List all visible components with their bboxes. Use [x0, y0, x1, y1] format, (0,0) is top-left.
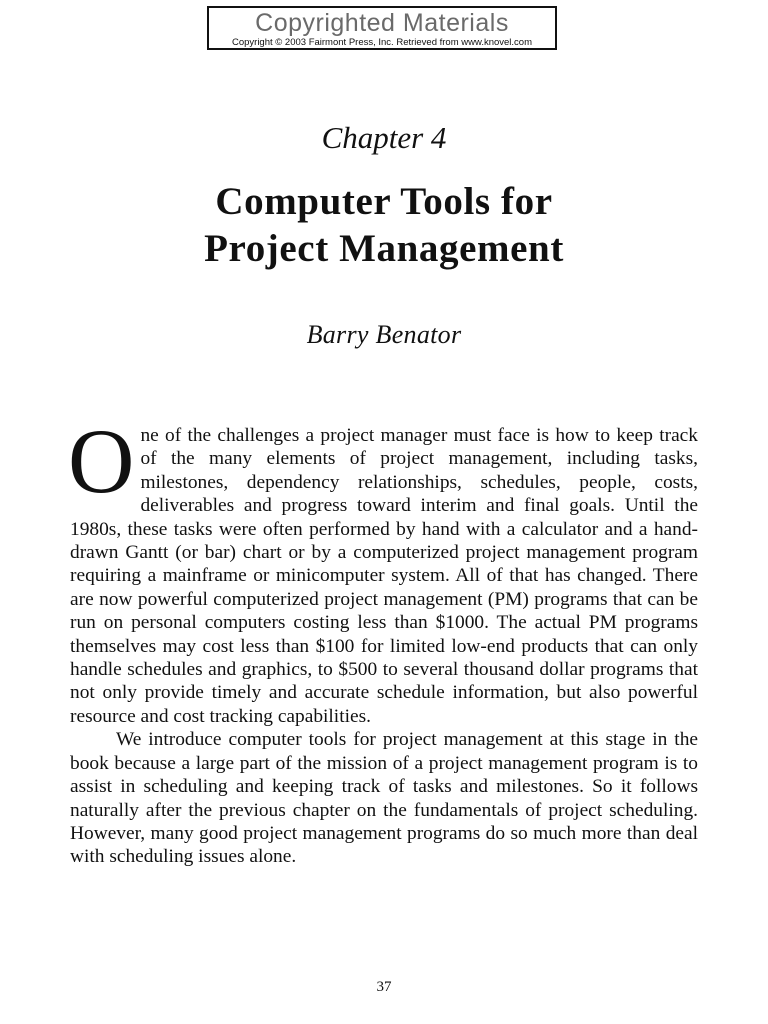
page-number: 37 [376, 979, 392, 995]
author-name: Barry Benator [306, 320, 462, 349]
chapter-title-line-1: Computer Tools for [215, 180, 553, 223]
chapter-title [0, 178, 768, 272]
copyright-stamp [207, 6, 557, 50]
drop-cap: O [68, 410, 135, 512]
paragraph-1 [68, 410, 698, 728]
stamp-subtitle: Copyright © 2003 Fairmont Press, Inc. Retrieved from www.knovel.com [231, 37, 533, 48]
chapter-title-line-2: Project Management [204, 227, 564, 270]
paragraph-2: We introduce computer tools for project management at this stage in the book because a large part of the mission of a project management program is to assist in scheduling and keeping track of tasks and milestones. So it follows naturally after the previous chapter on the fundamentals of project scheduling. However, many good project management programs do so much more than deal with scheduling issues alone. [70, 729, 698, 868]
chapter-label: Chapter 4 [321, 120, 447, 155]
body-text [68, 410, 698, 869]
stamp-title: Copyrighted Materials [255, 9, 509, 37]
paragraph-1-text: ne of the challenges a project manager must face is how to keep track of the many elements of project management, including tasks, milestones, dependency relationships, schedules, people, costs, deliverables and progress toward interim and final goals. Until the 1980s, these tasks were often performed by hand with a calculator and a hand-drawn Gantt (or bar) chart or by a computerized project management program requiring a mainframe or minicomputer system. All of that has changed. There are now powerful computerized project management (PM) programs that can be run on personal computers costing less than $1000. The actual PM programs themselves may cost less than $100 for limited low-end products that can only handle schedules and graphics, to $500 to several thousand dollar programs that not only provide timely and accurate schedule information, but also powerful resource and cost tracking capabilities. [70, 425, 698, 727]
